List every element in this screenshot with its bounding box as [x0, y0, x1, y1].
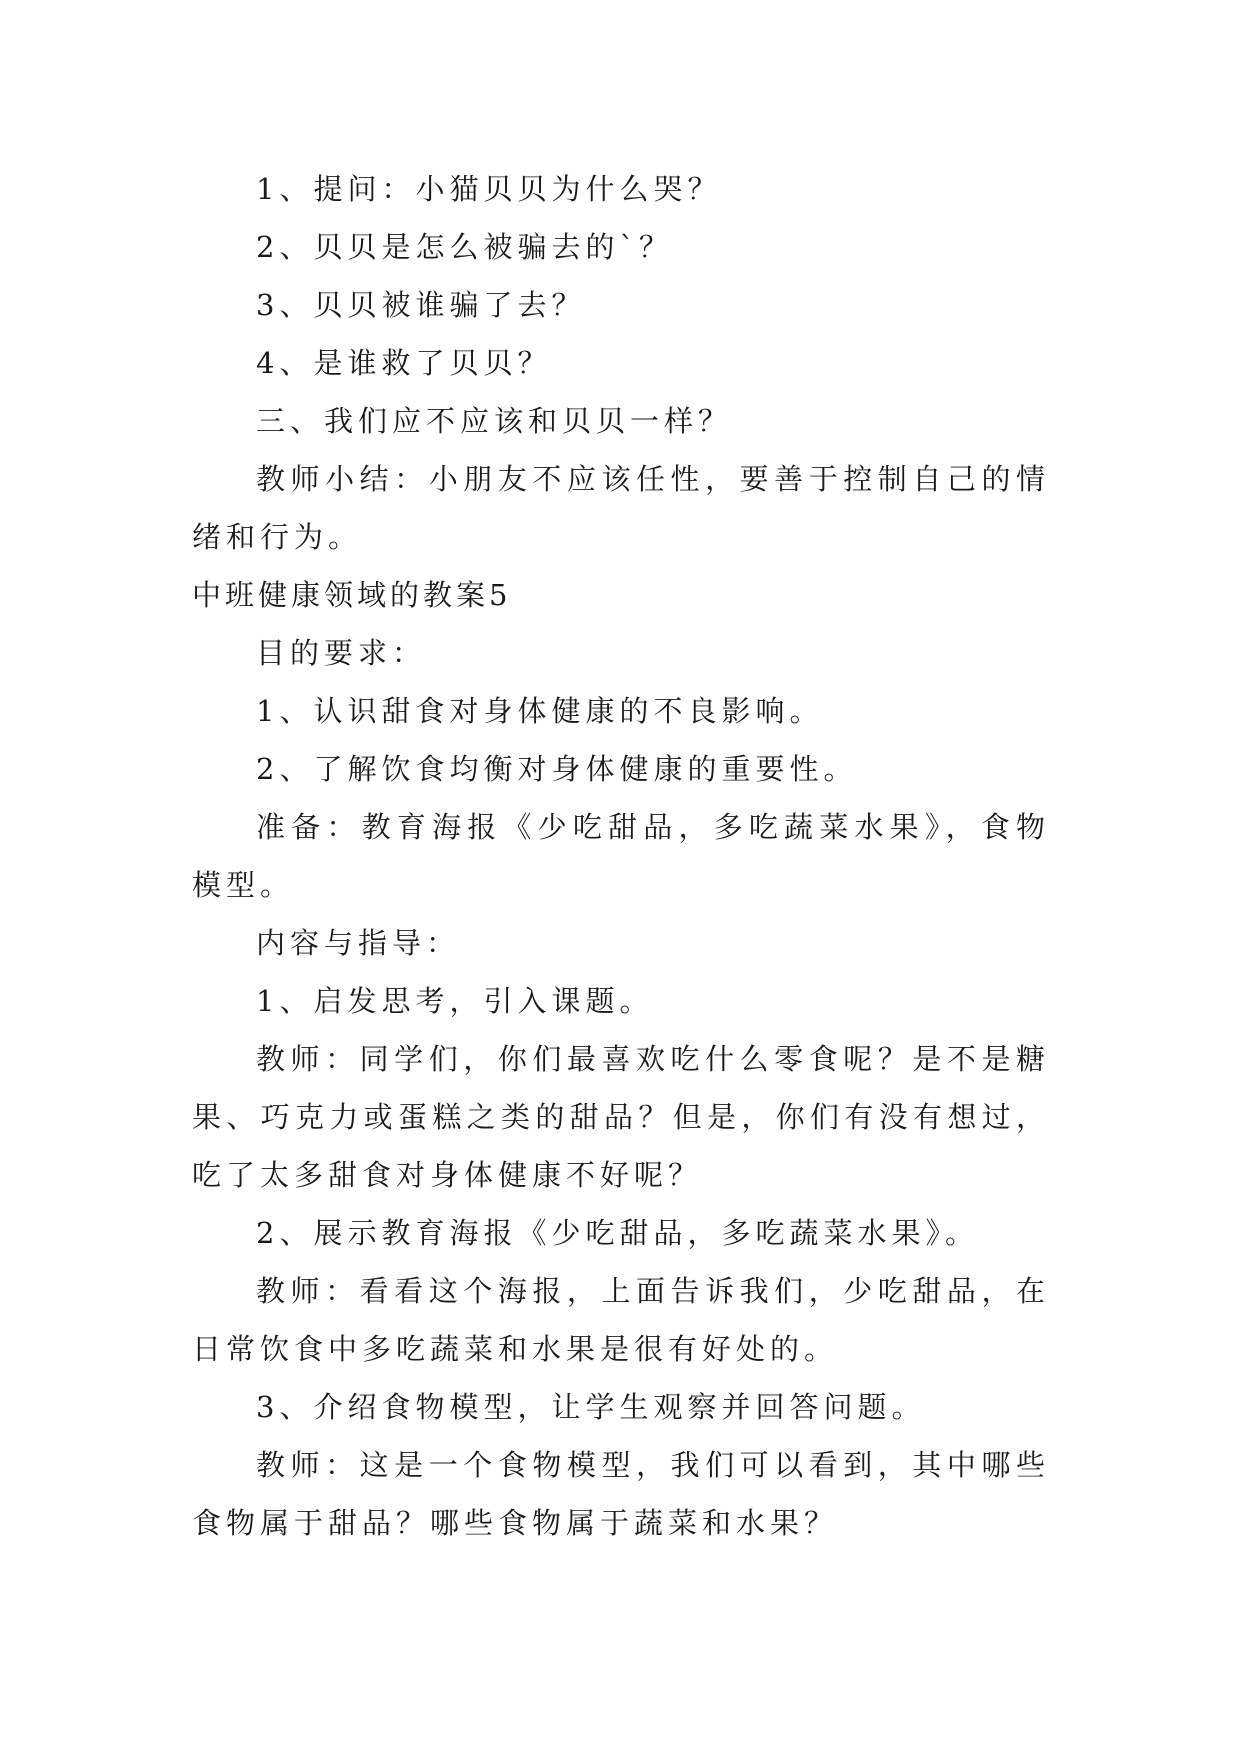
paragraph-teacher-poster: 教师：看看这个海报，上面告诉我们，少吃甜品，在日常饮食中多吃蔬菜和水果是很有好处的。: [192, 1274, 1050, 1366]
paragraph-teacher-summary: 教师小结：小朋友不应该任性，要善于控制自己的情绪和行为。: [192, 462, 1050, 554]
section-heading: 中班健康领域的教案5: [192, 578, 512, 612]
paragraph-goals-label: 目的要求：: [256, 636, 427, 670]
paragraph-step-2: 2、展示教育海报《少吃甜品，多吃蔬菜水果》。: [256, 1216, 979, 1250]
paragraph-goal-2: 2、了解饮食均衡对身体健康的重要性。: [256, 752, 858, 786]
paragraph-step-3: 3、介绍食物模型，让学生观察并回答问题。: [256, 1390, 926, 1424]
paragraph-content-label: 内容与指导：: [256, 926, 461, 960]
paragraph-question-2: 2、贝贝是怎么被骗去的`？: [256, 230, 673, 264]
paragraph-teacher-intro: 教师：同学们，你们最喜欢吃什么零食呢？是不是糖果、巧克力或蛋糕之类的甜品？但是，你们有没有想过，吃了太多甜食对身体健康不好呢？: [192, 1042, 1050, 1192]
paragraph-preparation: 准备：教育海报《少吃甜品，多吃蔬菜水果》，食物模型。: [192, 810, 1050, 902]
paragraph-question-4: 4、是谁救了贝贝？: [256, 346, 552, 380]
paragraph-goal-1: 1、认识甜食对身体健康的不良影响。: [256, 694, 824, 728]
paragraph-question-3: 3、贝贝被谁骗了去？: [256, 288, 586, 322]
paragraph-step-1: 1、启发思考，引入课题。: [256, 984, 654, 1018]
document-body: [192, 160, 1050, 1552]
paragraph-question-1: 1、提问：小猫贝贝为什么哭？: [256, 172, 722, 206]
paragraph-section-three: 三、我们应不应该和贝贝一样？: [256, 404, 733, 438]
paragraph-teacher-model: 教师：这是一个食物模型，我们可以看到，其中哪些食物属于甜品？哪些食物属于蔬菜和水果？: [192, 1448, 1050, 1540]
